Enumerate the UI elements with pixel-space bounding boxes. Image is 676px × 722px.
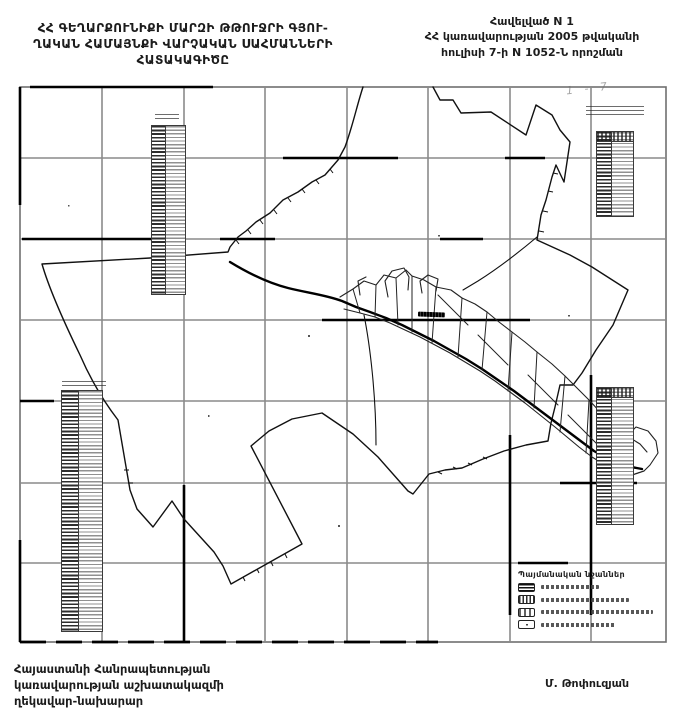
table-caption-upper-right <box>586 106 644 118</box>
handwritten-mark: 1 - 7 <box>565 79 612 98</box>
map-title-line-2: ՂԱԿԱՆ ՀԱՄԱՅՆՔԻ ՎԱՐՉԱԿԱՆ ՍԱՀՄԱՆՆԵՐԻ <box>33 37 333 52</box>
coordinate-table-lower-right <box>596 387 634 525</box>
signature-name: Մ. Թոփուզյան <box>545 677 630 690</box>
table-column <box>612 388 633 524</box>
hatched-box-symbol <box>518 583 535 592</box>
settlement-street-network <box>230 262 658 475</box>
legend-item <box>518 608 668 617</box>
map-legend <box>518 570 668 629</box>
appendix-line-2: ՀՀ կառավարության 2005 թվականի <box>424 30 640 44</box>
legend-item <box>518 620 668 629</box>
table-column <box>152 126 166 294</box>
table-header <box>597 388 633 398</box>
legend-title: Պայմանական նշաններ <box>518 570 626 579</box>
map-title <box>18 20 348 69</box>
table-caption-upper-left <box>155 114 179 122</box>
legend-label-illegible <box>541 585 599 589</box>
coordinate-table-upper-left <box>151 125 186 295</box>
table-column <box>612 132 633 216</box>
table-column <box>62 391 79 631</box>
legend-item <box>518 583 668 592</box>
dashed-box-symbol <box>518 608 535 617</box>
issuing-authority <box>14 661 224 709</box>
legend-label-illegible <box>541 610 653 614</box>
vertical-dash-box-symbol <box>518 595 535 604</box>
empty-box-symbol <box>518 620 535 629</box>
boundary-map <box>8 85 668 647</box>
legend-label-illegible <box>541 598 629 602</box>
table-column <box>597 132 612 216</box>
table-column <box>166 126 185 294</box>
authority-line-2: կառավարության աշխատակազմի <box>14 678 224 693</box>
legend-item <box>518 595 668 604</box>
appendix-line-3: հուլիսի 7-ի N 1052-Ն որոշման <box>441 45 623 59</box>
graticule-grid <box>20 87 666 642</box>
boundary-tick-marks <box>124 169 558 581</box>
map-title-line-1: ՀՀ ԳԵՂԱՐՔՈՒՆԻՔԻ ՄԱՐԶԻ ԹԹՈՒՋՐԻ ԳՅՈՒ- <box>37 21 329 35</box>
table-header <box>597 132 633 142</box>
authority-line-3: ղեկավար-նախարար <box>14 694 144 709</box>
appendix-reference <box>398 14 666 60</box>
community-boundary <box>42 87 628 584</box>
table-column <box>79 391 102 631</box>
table-column <box>597 388 612 524</box>
authority-line-1: Հայաստանի Հանրապետության <box>14 662 211 676</box>
legend-label-illegible <box>541 623 615 627</box>
table-caption-lower-left <box>62 381 106 387</box>
map-title-line-3: ՀԱՏԱԿԱԳԻԾԸ <box>136 53 230 68</box>
coordinate-table-lower-left <box>61 390 103 632</box>
appendix-line-1: Հավելված N 1 <box>490 15 574 28</box>
coordinate-table-upper-right <box>596 131 634 217</box>
settlement-name-smudge <box>418 312 445 318</box>
